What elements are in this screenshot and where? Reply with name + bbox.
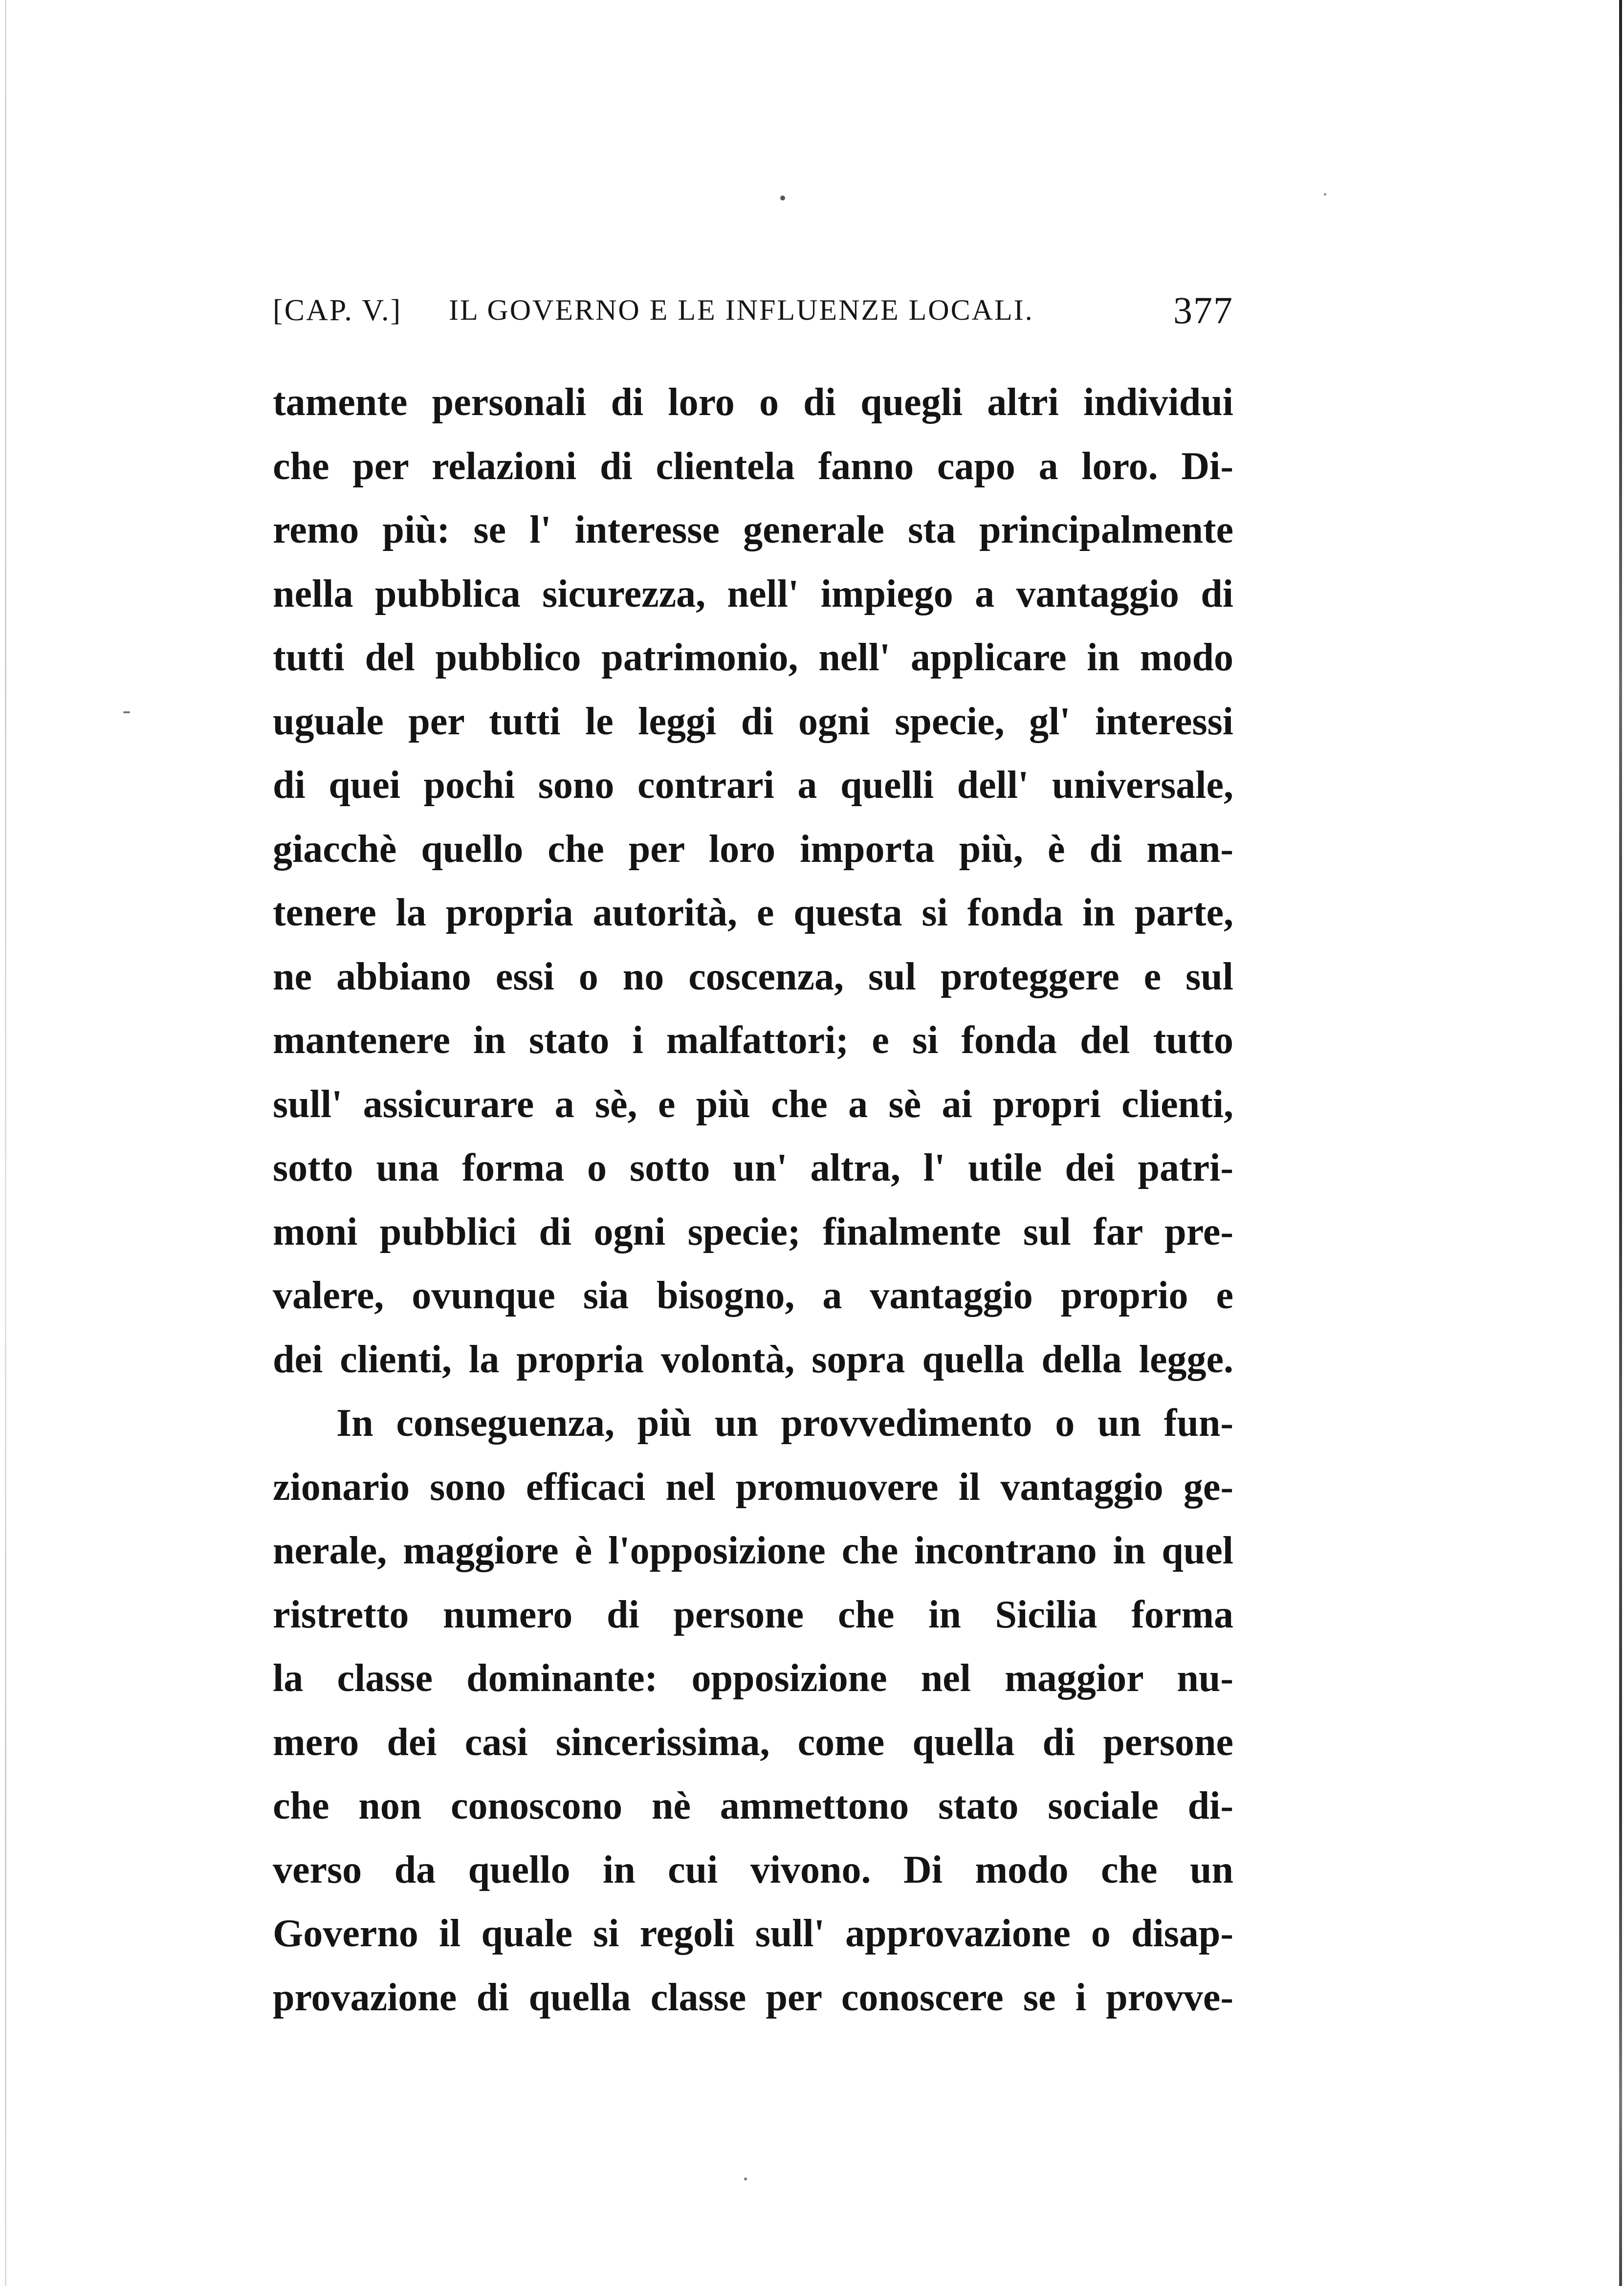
text-line: ristretto numero di persone che in Sicilia forma — [273, 1593, 1233, 1636]
text-line: In conseguenza, più un provvedimento o un fun- — [336, 1402, 1233, 1445]
text-line: zionario sono efficaci nel promuovere il vantaggio ge- — [273, 1465, 1233, 1509]
text-line: che non conoscono nè ammettono stato sociale di- — [273, 1784, 1233, 1827]
text-line: verso da quello in cui vivono. Di modo che un — [273, 1848, 1233, 1891]
scan-speck — [1324, 193, 1326, 196]
body-text — [273, 371, 1233, 2029]
text-line: Governo il quale si regoli sull' approvazione o disap- — [273, 1912, 1233, 1955]
paragraph-2 — [273, 1391, 1233, 2029]
scan-speck — [123, 711, 130, 713]
text-line: tenere la propria autorità, e questa si fonda in parte, — [273, 891, 1233, 934]
text-line: nella pubblica sicurezza, nell' impiego a vantaggio di — [273, 572, 1233, 615]
text-line: tamente personali di loro o di quegli altri individui — [273, 381, 1233, 424]
paragraph-1 — [273, 371, 1233, 1391]
text-line: mero dei casi sincerissima, come quella di persone — [273, 1720, 1233, 1764]
text-line: dei clienti, la propria volontà, sopra quella della legge. — [273, 1338, 1233, 1381]
page-number: 377 — [1173, 289, 1233, 331]
chapter-label: [CAP. V.] — [273, 294, 402, 327]
text-line: sotto una forma o sotto un' altra, l' utile dei patri- — [273, 1146, 1233, 1189]
text-line: sull' assicurare a sè, e più che a sè ai propri clienti, — [273, 1082, 1233, 1126]
text-line: che per relazioni di clientela fanno capo a loro. Di- — [273, 444, 1233, 488]
text-line: nerale, maggiore è l'opposizione che incontrano in quel — [273, 1529, 1233, 1572]
text-line: tutti del pubblico patrimonio, nell' applicare in modo — [273, 636, 1233, 679]
scan-speck — [780, 196, 785, 200]
text-line: valere, ovunque sia bisogno, a vantaggio proprio e — [273, 1274, 1233, 1317]
scan-edge-right — [1619, 0, 1622, 2286]
text-line: la classe dominante: opposizione nel maggior nu- — [273, 1657, 1233, 1700]
scan-speck — [744, 2177, 747, 2180]
running-header — [273, 288, 1233, 347]
scan-edge-left — [5, 0, 6, 2286]
text-line: uguale per tutti le leggi di ogni specie, gl' interessi — [273, 700, 1233, 743]
text-line: giacchè quello che per loro importa più, è di man- — [273, 827, 1233, 871]
text-line: ne abbiano essi o no coscenza, sul proteggere e sul — [273, 955, 1233, 998]
text-line: remo più: se l' interesse generale sta principalmente — [273, 508, 1233, 551]
text-line: mantenere in stato i malfattori; e si fonda del tutto — [273, 1019, 1233, 1062]
running-title: IL GOVERNO E LE INFLUENZE LOCALI. — [449, 294, 1034, 326]
text-line: provazione di quella classe per conoscere se i provve- — [273, 1976, 1233, 2019]
text-line: moni pubblici di ogni specie; finalmente sul far pre- — [273, 1210, 1233, 1253]
text-line: di quei pochi sono contrari a quelli dell' universale, — [273, 764, 1233, 807]
